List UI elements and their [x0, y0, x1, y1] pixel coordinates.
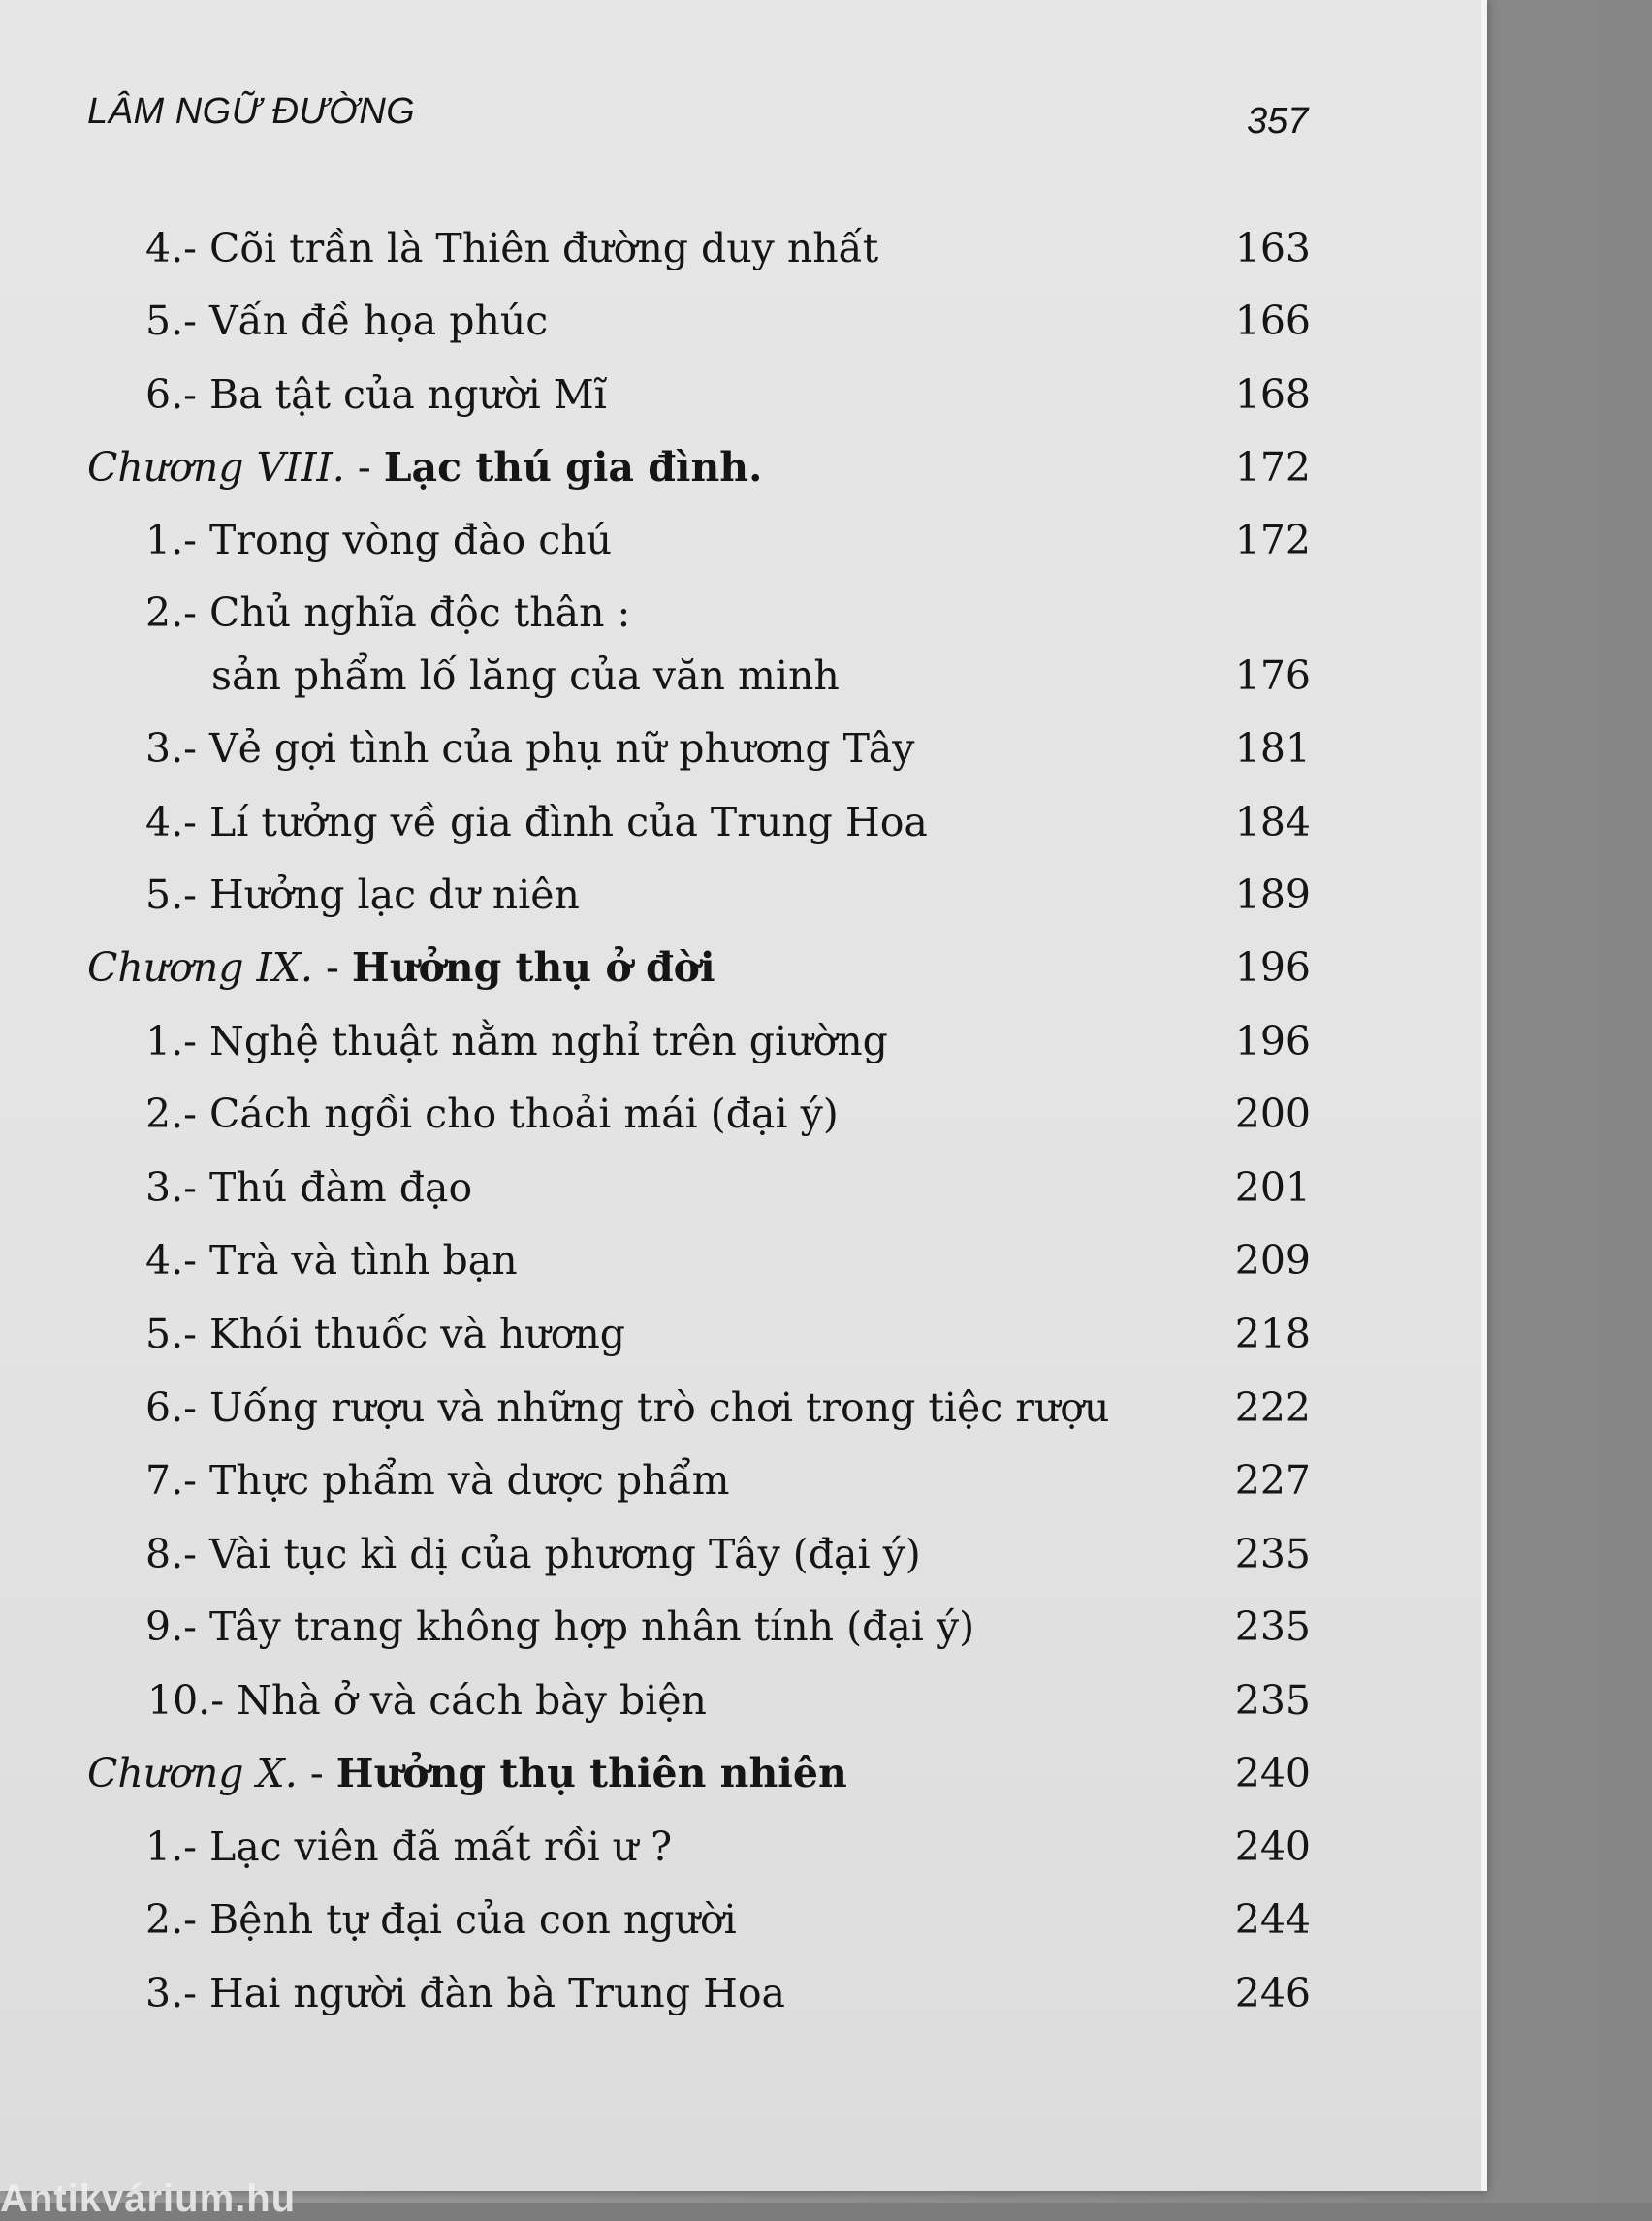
entry-page-number: 218 [1234, 1311, 1311, 1357]
entry-title: 3.- Vẻ gợi tình của phụ nữ phương Tây [145, 725, 915, 772]
entry-page-number: 166 [1234, 298, 1311, 344]
entry-page-number: 235 [1234, 1677, 1311, 1724]
watermark: Antikvárium.hu [0, 2177, 297, 2220]
entry-title: 9.- Tây trang không hợp nhân tính (đại ý) [145, 1603, 975, 1650]
entry-title: 4.- Trà và tình bạn [145, 1237, 518, 1284]
entry-title: 5.- Khói thuốc và hương [145, 1311, 626, 1357]
entry-page-number: 235 [1234, 1603, 1311, 1650]
entry-title: 7.- Thực phẩm và dược phẩm [145, 1457, 730, 1504]
entry-title: 3.- Hai người đàn bà Trung Hoa [145, 1970, 786, 2016]
entry-title: 2.- Cách ngồi cho thoải mái (đại ý) [145, 1091, 839, 1137]
entry-page-number: 172 [1234, 517, 1311, 563]
running-head: LÂM NGỮ ĐƯỜNG [87, 91, 416, 132]
chapter-separator: - [312, 944, 352, 991]
chapter-separator: - [297, 1750, 336, 1796]
entry-page-number: 209 [1234, 1237, 1311, 1284]
entry-page-number: 196 [1234, 1018, 1311, 1064]
entry-page-number: 240 [1234, 1750, 1311, 1796]
chapter-title: Hưởng thụ thiên nhiên [335, 1750, 847, 1796]
entry-title: 6.- Ba tật của người Mĩ [145, 371, 607, 418]
chapter-title: Lạc thú gia đình. [383, 444, 763, 491]
entry-page-number: 201 [1234, 1164, 1311, 1211]
entry-page-number: 235 [1234, 1531, 1311, 1577]
entry-title: 8.- Vài tục kì dị của phương Tây (đại ý) [145, 1531, 921, 1577]
chapter-heading [87, 1750, 847, 1796]
entry-page-number: 240 [1234, 1824, 1311, 1870]
page-number: 357 [1247, 101, 1309, 142]
entry-title: sản phẩm lố lăng của văn minh [211, 652, 840, 699]
entry-page-number: 176 [1234, 652, 1311, 699]
entry-title: 5.- Vấn đề họa phúc [145, 298, 549, 344]
entry-page-number: 227 [1234, 1457, 1311, 1504]
entry-title: 4.- Cõi trần là Thiên đường duy nhất [145, 225, 879, 271]
page-edge [1481, 0, 1487, 2191]
entry-page-number: 196 [1234, 944, 1311, 991]
entry-title: 6.- Uống rượu và những trò chơi trong tiệc rượu [145, 1384, 1110, 1431]
chapter-heading [87, 944, 715, 991]
entry-page-number: 244 [1234, 1896, 1311, 1943]
chapter-title: Hưởng thụ ở đời [351, 944, 715, 991]
entry-page-number: 200 [1234, 1091, 1311, 1137]
entry-page-number: 181 [1234, 725, 1311, 772]
chapter-heading [87, 444, 763, 491]
entry-page-number: 172 [1234, 444, 1311, 491]
entry-title: 10.- Nhà ở và cách bày biện [147, 1677, 707, 1724]
entry-title: 4.- Lí tưởng về gia đình của Trung Hoa [145, 799, 928, 845]
entry-page-number: 168 [1234, 371, 1311, 418]
chapter-number: Chương IX. [87, 944, 313, 991]
entry-page-number: 246 [1234, 1970, 1311, 2016]
entry-title: 5.- Hưởng lạc dư niên [145, 872, 580, 918]
entry-page-number: 189 [1234, 872, 1311, 918]
chapter-number: Chương VIII. [87, 444, 345, 491]
chapter-separator: - [344, 444, 384, 491]
entry-title: 1.- Lạc viên đã mất rồi ư ? [145, 1824, 673, 1870]
entry-title: 1.- Trong vòng đào chú [145, 517, 613, 563]
entry-page-number: 163 [1234, 225, 1311, 271]
entry-title: 3.- Thú đàm đạo [145, 1164, 473, 1211]
chapter-number: Chương X. [87, 1750, 298, 1796]
entry-title: 2.- Chủ nghĩa độc thân : [145, 589, 631, 636]
entry-title: 1.- Nghệ thuật nằm nghỉ trên giường [145, 1018, 888, 1064]
entry-title: 2.- Bệnh tự đại của con người [145, 1896, 737, 1943]
entry-page-number: 222 [1234, 1384, 1311, 1431]
entry-page-number: 184 [1234, 799, 1311, 845]
